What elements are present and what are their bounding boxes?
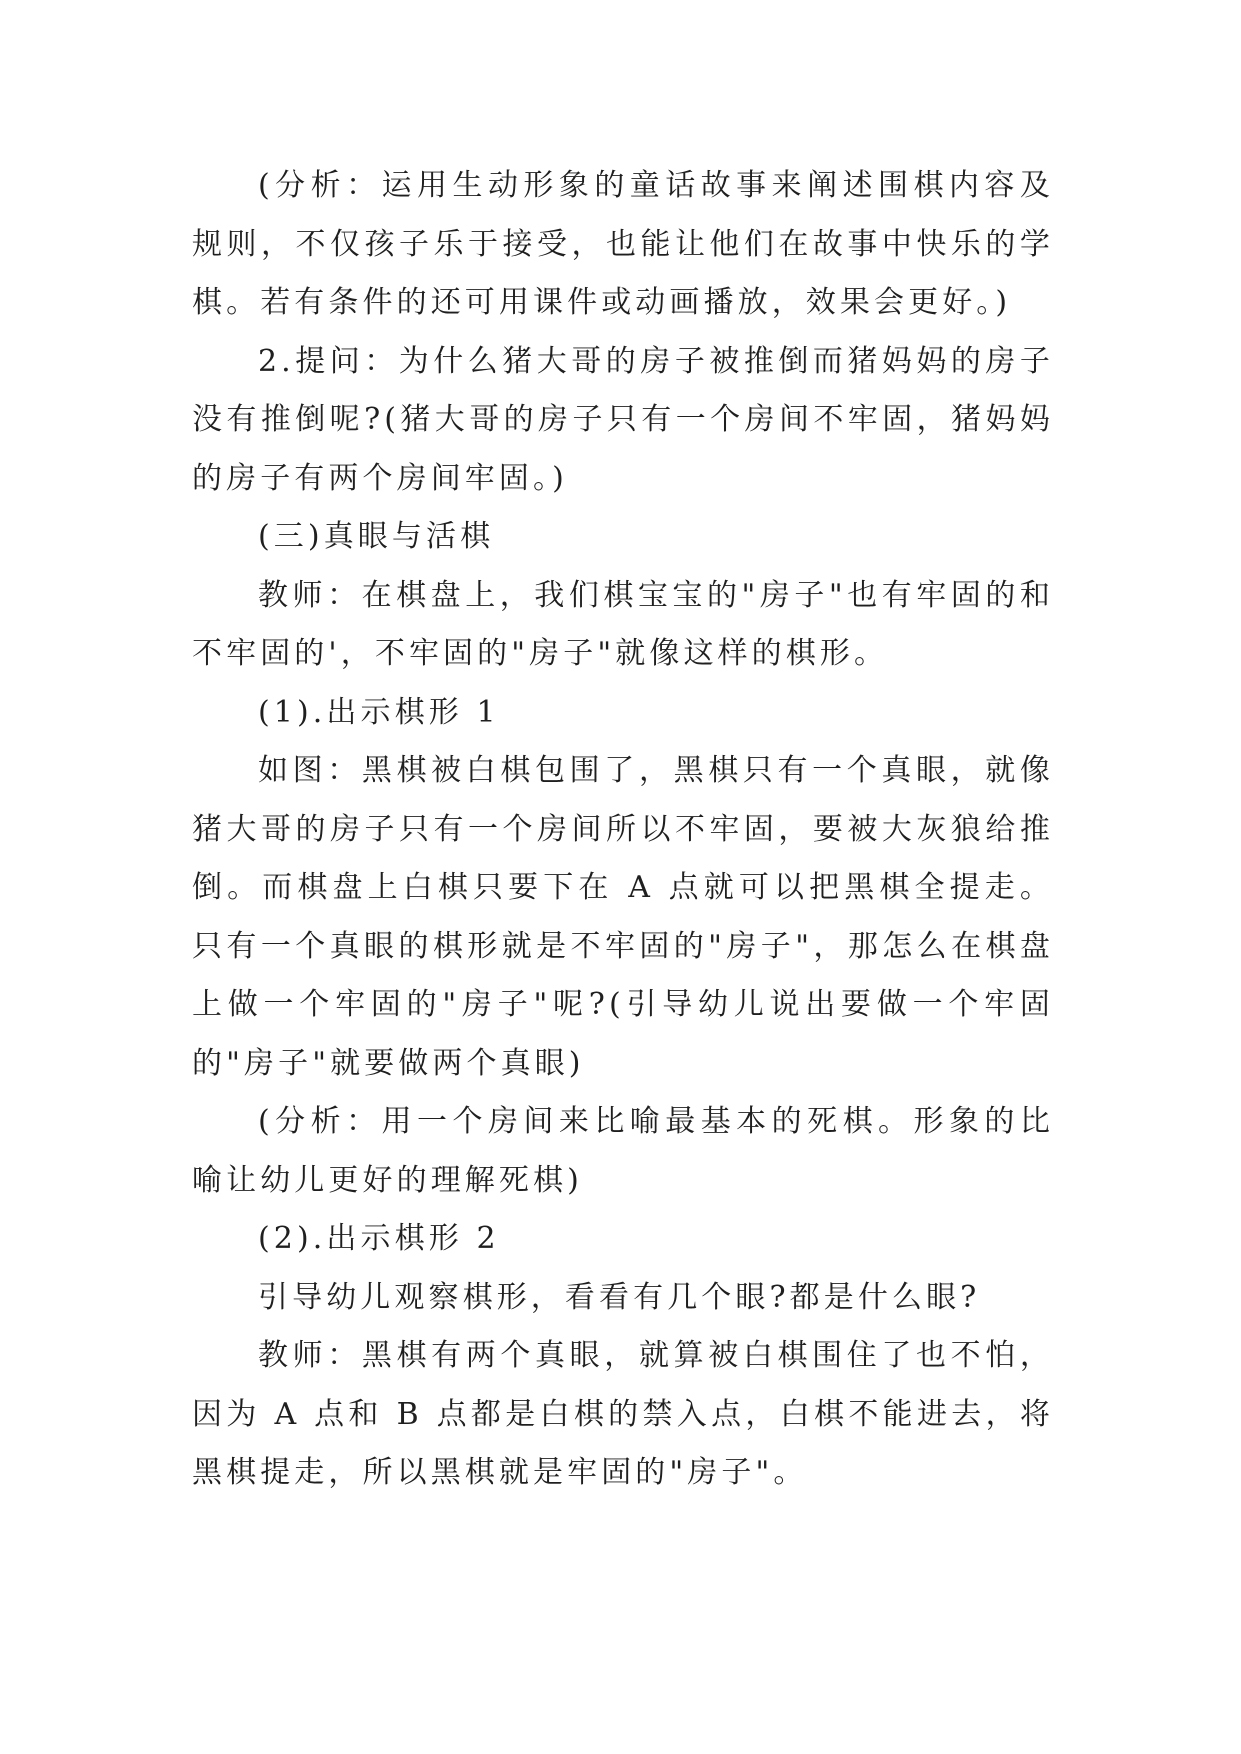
section-heading-true-eye: (三)真眼与活棋 — [258, 519, 495, 554]
paragraph-teacher-1: 教师：在棋盘上，我们棋宝宝的"房子"也有牢固的和不牢固的'，不牢固的"房子"就像这样的棋形。 — [192, 577, 1054, 671]
item-show-shape-1: (1).出示棋形 1 — [258, 694, 500, 730]
paragraph-question-2: 2.提问：为什么猪大哥的房子被推倒而猪妈妈的房子没有推倒呢?(猪大哥的房子只有一个房间不牢固，猪妈妈的房子有两个房间牢固。) — [192, 343, 1054, 496]
paragraph-analysis-1: (分析：运用生动形象的童话故事来阐述围棋内容及规则，不仅孩子乐于接受，也能让他们在故事中快乐的学棋。若有条件的还可用课件或动画播放，效果会更好。) — [192, 168, 1054, 320]
item-show-shape-2: (2).出示棋形 2 — [258, 1221, 500, 1256]
paragraph-figure-explanation: 如图：黑棋被白棋包围了，黑棋只有一个真眼，就像猪大哥的房子只有一个房间所以不牢固，要被大灰狼给推倒。而棋盘上白棋只要下在 A 点就可以把黑棋全提走。只有一个真眼的棋形就是不牢固的"房子"，那怎么在棋盘上做一个牢固的"房子"呢?(引导幼儿说出要做一个牢固的"房子"就要做两个真眼) — [192, 753, 1054, 1081]
paragraph-teacher-2: 教师：黑棋有两个真眼，就算被白棋围住了也不怕，因为 A 点和 B 点都是白棋的禁入点，白棋不能进去，将黑棋提走，所以黑棋就是牢固的"房子"。 — [192, 1338, 1054, 1490]
paragraph-analysis-2: (分析：用一个房间来比喻最基本的死棋。形象的比喻让幼儿更好的理解死棋) — [192, 1104, 1054, 1198]
document-body — [192, 157, 1054, 1503]
paragraph-guide-observe: 引导幼儿观察棋形，看看有几个眼?都是什么眼? — [258, 1279, 981, 1315]
